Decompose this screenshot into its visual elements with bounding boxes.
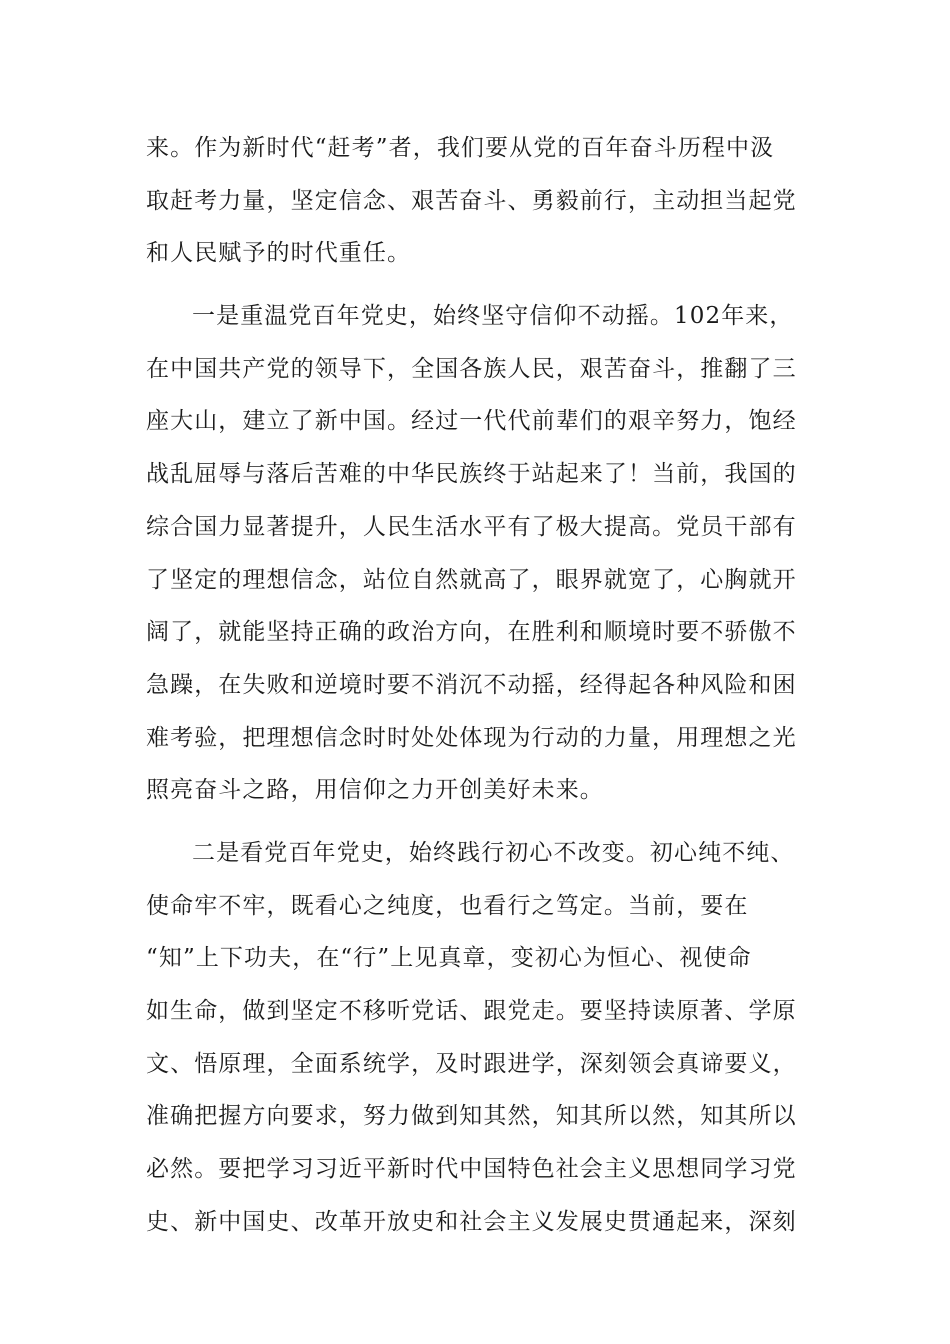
text-line: 急躁，在失败和逆境时要不消沉不动摇，经得起各种风险和困 <box>146 671 797 698</box>
text-line: 综合国力显著提升，人民生活水平有了极大提高。党员干部有 <box>146 513 797 540</box>
text-line: 照亮奋斗之路，用信仰之力开创美好未来。 <box>146 777 604 804</box>
text-line: 座大山，建立了新中国。经过一代代前辈们的艰辛努力，饱经 <box>146 408 797 435</box>
text-line: 了坚定的理想信念，站位自然就高了，眼界就宽了，心胸就开 <box>146 566 797 593</box>
text-line: 准确把握方向要求，努力做到知其然，知其所以然，知其所以 <box>146 1103 797 1130</box>
text-line: 来。作为新时代“赶考”者，我们要从党的百年奋斗历程中汲 <box>146 135 775 161</box>
paragraph-spacer <box>146 817 798 827</box>
text-line: 阔了，就能坚持正确的政治方向，在胜利和顺境时要不骄傲不 <box>146 619 797 646</box>
text-line: 取赶考力量，坚定信念、艰苦奋斗、勇毅前行，主动担当起党 <box>146 187 797 214</box>
document-body <box>146 122 798 1248</box>
paragraph-continuation <box>146 122 798 280</box>
paragraph-point-one <box>146 290 798 817</box>
text-line: 在中国共产党的领导下，全国各族人民，艰苦奋斗，推翻了三 <box>146 355 797 382</box>
text-line: 必然。要把学习习近平新时代中国特色社会主义思想同学习党 <box>146 1156 797 1183</box>
text-line: 如生命，做到坚定不移听党话、跟党走。要坚持读原著、学原 <box>146 998 797 1024</box>
text-line: 难考验，把理想信念时时处处体现为行动的力量，用理想之光 <box>146 724 797 751</box>
text-line: 和人民赋予的时代重任。 <box>146 240 412 267</box>
text-line: 一是重温党百年党史，始终坚守信仰不动摇。102年来， <box>192 303 794 330</box>
text-line: “知”上下功夫，在“行”上见真章，变初心为恒心、视使命 <box>146 945 752 972</box>
paragraph-spacer <box>146 280 798 290</box>
paragraph-point-two <box>146 827 798 1249</box>
text-line: 文、悟原理，全面系统学，及时跟进学，深刻领会真谛要义， <box>146 1050 797 1077</box>
text-line: 战乱屈辱与落后苦难的中华民族终于站起来了！当前，我国的 <box>146 461 797 488</box>
text-line: 使命牢不牢，既看心之纯度，也看行之笃定。当前，要在 <box>146 892 749 919</box>
text-line: 史、新中国史、改革开放史和社会主义发展史贯通起来，深刻 <box>146 1208 797 1235</box>
text-line: 二是看党百年党史，始终践行初心不改变。初心纯不纯、 <box>192 839 795 866</box>
